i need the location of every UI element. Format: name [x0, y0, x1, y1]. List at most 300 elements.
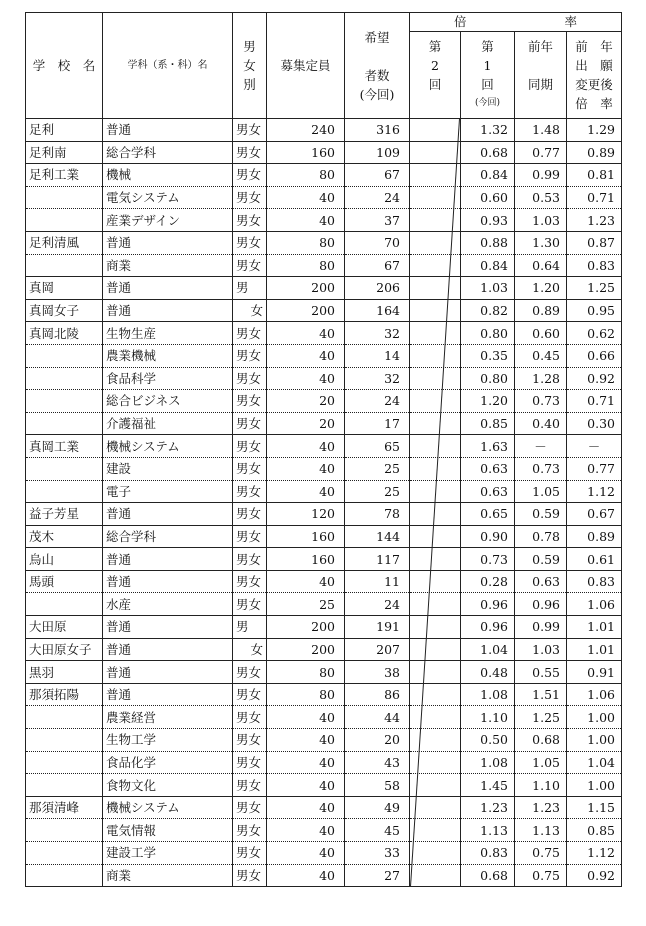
table-row	[26, 457, 622, 480]
prev-after-rate-cell: 0.87	[567, 231, 622, 254]
table-row	[26, 299, 622, 322]
gender-cell: 男女	[233, 683, 267, 706]
subject-cell: 総合学科	[103, 525, 233, 548]
prev-year-rate-cell: 0.64	[515, 254, 567, 277]
round1-rate-cell: 0.50	[461, 729, 515, 752]
capacity-cell: 80	[267, 164, 345, 187]
subject-cell: 普通	[103, 638, 233, 661]
round1-rate-cell: 0.84	[461, 164, 515, 187]
school-name-cell: 真岡女子	[26, 299, 103, 322]
round1-rate-cell: 0.80	[461, 367, 515, 390]
capacity-cell: 40	[267, 344, 345, 367]
subject-cell: 普通	[103, 277, 233, 300]
round1-rate-cell: 0.93	[461, 209, 515, 232]
table-row	[26, 751, 622, 774]
round2-rate-cell	[410, 299, 461, 322]
applicants-cell: 86	[345, 683, 410, 706]
school-name-cell	[26, 729, 103, 752]
round1-rate-cell: 1.04	[461, 638, 515, 661]
prev-after-rate-cell: 0.92	[567, 367, 622, 390]
prev-after-rate-cell: 0.83	[567, 254, 622, 277]
round1-rate-cell: 0.90	[461, 525, 515, 548]
school-name-cell	[26, 480, 103, 503]
gender-cell: 男女	[233, 231, 267, 254]
round2-rate-cell	[410, 842, 461, 865]
round2-rate-cell	[410, 344, 461, 367]
school-name-cell	[26, 864, 103, 887]
subject-cell: 総合学科	[103, 141, 233, 164]
gender-cell: 男女	[233, 570, 267, 593]
prev-after-rate-cell: 1.12	[567, 842, 622, 865]
applicants-cell: 45	[345, 819, 410, 842]
table-row	[26, 322, 622, 345]
subject-cell: 電子	[103, 480, 233, 503]
round2-rate-cell	[410, 209, 461, 232]
round1-rate-cell: 0.68	[461, 141, 515, 164]
table-row	[26, 525, 622, 548]
round2-rate-cell	[410, 548, 461, 571]
round1-rate-cell: 1.08	[461, 751, 515, 774]
subject-cell: 商業	[103, 254, 233, 277]
round2-rate-cell	[410, 525, 461, 548]
header-round1: 第 1 回 (今回)	[461, 32, 515, 119]
prev-after-rate-cell: 0.66	[567, 344, 622, 367]
table-row	[26, 254, 622, 277]
gender-cell: 男女	[233, 457, 267, 480]
applicants-cell: 17	[345, 412, 410, 435]
round2-rate-cell	[410, 480, 461, 503]
prev-year-rate-cell: 1.05	[515, 751, 567, 774]
capacity-cell: 80	[267, 231, 345, 254]
table-row	[26, 570, 622, 593]
table-row	[26, 683, 622, 706]
subject-cell: 食品化学	[103, 751, 233, 774]
applicants-cell: 44	[345, 706, 410, 729]
school-name-cell: 真岡	[26, 277, 103, 300]
round2-rate-cell	[410, 277, 461, 300]
gender-cell: 男	[233, 277, 267, 300]
gender-cell: 男女	[233, 412, 267, 435]
table-row	[26, 661, 622, 684]
gender-cell: 男女	[233, 796, 267, 819]
capacity-cell: 40	[267, 186, 345, 209]
round2-rate-cell	[410, 864, 461, 887]
prev-after-rate-cell: 0.62	[567, 322, 622, 345]
applicants-cell: 78	[345, 503, 410, 526]
round1-rate-cell: 1.63	[461, 435, 515, 458]
school-name-cell: 益子芳星	[26, 503, 103, 526]
gender-cell: 男	[233, 616, 267, 639]
school-name-cell	[26, 344, 103, 367]
applicants-cell: 70	[345, 231, 410, 254]
applicants-cell: 14	[345, 344, 410, 367]
subject-cell: 普通	[103, 616, 233, 639]
round1-rate-cell: 0.73	[461, 548, 515, 571]
header-prev-year: 前年 同期	[515, 32, 567, 119]
applicants-cell: 38	[345, 661, 410, 684]
prev-after-rate-cell: －	[567, 435, 622, 458]
gender-cell: 男女	[233, 503, 267, 526]
school-name-cell: 馬頭	[26, 570, 103, 593]
table-row	[26, 796, 622, 819]
capacity-cell: 240	[267, 119, 345, 142]
prev-after-rate-cell: 1.06	[567, 593, 622, 616]
header-rate-group: 倍 率	[410, 13, 622, 32]
applicants-cell: 24	[345, 593, 410, 616]
prev-after-rate-cell: 1.15	[567, 796, 622, 819]
subject-cell: 水産	[103, 593, 233, 616]
capacity-cell: 20	[267, 412, 345, 435]
round2-rate-cell	[410, 435, 461, 458]
subject-cell: 普通	[103, 231, 233, 254]
school-name-cell	[26, 819, 103, 842]
round1-rate-cell: 0.88	[461, 231, 515, 254]
round2-rate-cell	[410, 774, 461, 797]
gender-cell: 男女	[233, 254, 267, 277]
applicants-cell: 109	[345, 141, 410, 164]
applicants-cell: 191	[345, 616, 410, 639]
round1-rate-cell: 0.68	[461, 864, 515, 887]
prev-year-rate-cell: 0.63	[515, 570, 567, 593]
round2-rate-cell	[410, 616, 461, 639]
round1-rate-cell: 1.20	[461, 390, 515, 413]
table-row	[26, 186, 622, 209]
school-name-cell: 足利清風	[26, 231, 103, 254]
prev-year-rate-cell: 0.73	[515, 390, 567, 413]
school-name-cell	[26, 706, 103, 729]
applicants-cell: 20	[345, 729, 410, 752]
prev-year-rate-cell: 1.30	[515, 231, 567, 254]
school-name-cell	[26, 412, 103, 435]
gender-cell: 女	[233, 638, 267, 661]
prev-year-rate-cell: 0.99	[515, 164, 567, 187]
subject-cell: 普通	[103, 661, 233, 684]
round2-rate-cell	[410, 570, 461, 593]
prev-year-rate-cell: 0.78	[515, 525, 567, 548]
table-row	[26, 503, 622, 526]
capacity-cell: 40	[267, 480, 345, 503]
round1-rate-cell: 1.03	[461, 277, 515, 300]
gender-cell: 男女	[233, 480, 267, 503]
prev-year-rate-cell: 0.99	[515, 616, 567, 639]
table-row	[26, 616, 622, 639]
prev-year-rate-cell: 0.75	[515, 842, 567, 865]
prev-after-rate-cell: 1.25	[567, 277, 622, 300]
admission-rate-table	[25, 12, 622, 887]
round1-rate-cell: 1.45	[461, 774, 515, 797]
header-round2: 第 2 回	[410, 32, 461, 119]
prev-year-rate-cell: 0.89	[515, 299, 567, 322]
capacity-cell: 120	[267, 503, 345, 526]
prev-after-rate-cell: 0.71	[567, 186, 622, 209]
capacity-cell: 40	[267, 751, 345, 774]
prev-after-rate-cell: 0.61	[567, 548, 622, 571]
capacity-cell: 40	[267, 209, 345, 232]
school-name-cell: 足利工業	[26, 164, 103, 187]
applicants-cell: 43	[345, 751, 410, 774]
prev-after-rate-cell: 1.00	[567, 774, 622, 797]
prev-year-rate-cell: 0.55	[515, 661, 567, 684]
capacity-cell: 40	[267, 706, 345, 729]
table-row	[26, 277, 622, 300]
subject-cell: 普通	[103, 683, 233, 706]
table-body	[26, 119, 622, 887]
gender-cell: 男女	[233, 842, 267, 865]
capacity-cell: 200	[267, 277, 345, 300]
prev-year-rate-cell: 0.45	[515, 344, 567, 367]
school-name-cell	[26, 390, 103, 413]
header-subject-name: 学科（系・科）名	[103, 13, 233, 119]
school-name-cell: 大田原女子	[26, 638, 103, 661]
subject-cell: 食物文化	[103, 774, 233, 797]
round1-rate-cell: 1.10	[461, 706, 515, 729]
prev-year-rate-cell: 0.40	[515, 412, 567, 435]
table-row	[26, 706, 622, 729]
round1-rate-cell: 0.48	[461, 661, 515, 684]
table-row	[26, 593, 622, 616]
prev-year-rate-cell: 1.25	[515, 706, 567, 729]
prev-year-rate-cell: 1.28	[515, 367, 567, 390]
applicants-cell: 206	[345, 277, 410, 300]
capacity-cell: 40	[267, 774, 345, 797]
prev-after-rate-cell: 1.23	[567, 209, 622, 232]
applicants-cell: 316	[345, 119, 410, 142]
school-name-cell	[26, 751, 103, 774]
gender-cell: 男女	[233, 819, 267, 842]
applicants-cell: 49	[345, 796, 410, 819]
subject-cell: 機械	[103, 164, 233, 187]
round1-rate-cell: 0.65	[461, 503, 515, 526]
subject-cell: 機械システム	[103, 435, 233, 458]
subject-cell: 普通	[103, 119, 233, 142]
round1-rate-cell: 0.84	[461, 254, 515, 277]
gender-cell: 男女	[233, 751, 267, 774]
gender-cell: 男女	[233, 164, 267, 187]
capacity-cell: 200	[267, 299, 345, 322]
prev-after-rate-cell: 1.00	[567, 706, 622, 729]
subject-cell: 食品科学	[103, 367, 233, 390]
school-name-cell	[26, 367, 103, 390]
capacity-cell: 40	[267, 864, 345, 887]
table-header	[26, 13, 622, 119]
capacity-cell: 20	[267, 390, 345, 413]
round2-rate-cell	[410, 231, 461, 254]
round1-rate-cell: 0.63	[461, 457, 515, 480]
school-name-cell	[26, 842, 103, 865]
capacity-cell: 40	[267, 729, 345, 752]
round1-rate-cell: 1.32	[461, 119, 515, 142]
table-row	[26, 390, 622, 413]
school-name-cell	[26, 457, 103, 480]
gender-cell: 男女	[233, 209, 267, 232]
gender-cell: 男女	[233, 661, 267, 684]
round2-rate-cell	[410, 819, 461, 842]
prev-after-rate-cell: 1.01	[567, 638, 622, 661]
school-name-cell: 烏山	[26, 548, 103, 571]
table-row	[26, 119, 622, 142]
round2-rate-cell	[410, 796, 461, 819]
capacity-cell: 80	[267, 683, 345, 706]
table-row	[26, 141, 622, 164]
prev-year-rate-cell: 1.48	[515, 119, 567, 142]
applicants-cell: 164	[345, 299, 410, 322]
header-capacity: 募集定員	[267, 13, 345, 119]
round2-rate-cell	[410, 729, 461, 752]
prev-after-rate-cell: 1.06	[567, 683, 622, 706]
header-school-name: 学 校 名	[26, 13, 103, 119]
capacity-cell: 40	[267, 457, 345, 480]
table-row	[26, 480, 622, 503]
capacity-cell: 80	[267, 254, 345, 277]
applicants-cell: 11	[345, 570, 410, 593]
round1-rate-cell: 0.96	[461, 593, 515, 616]
subject-cell: 普通	[103, 503, 233, 526]
round1-rate-cell: 0.60	[461, 186, 515, 209]
school-name-cell	[26, 209, 103, 232]
round2-rate-cell	[410, 683, 461, 706]
prev-after-rate-cell: 0.89	[567, 141, 622, 164]
prev-after-rate-cell: 0.67	[567, 503, 622, 526]
table-row	[26, 367, 622, 390]
subject-cell: 建設工学	[103, 842, 233, 865]
applicants-cell: 32	[345, 367, 410, 390]
applicants-cell: 24	[345, 186, 410, 209]
subject-cell: 普通	[103, 570, 233, 593]
prev-after-rate-cell: 0.95	[567, 299, 622, 322]
prev-year-rate-cell: 1.10	[515, 774, 567, 797]
round2-rate-cell	[410, 593, 461, 616]
prev-after-rate-cell: 0.83	[567, 570, 622, 593]
capacity-cell: 40	[267, 570, 345, 593]
applicants-cell: 27	[345, 864, 410, 887]
applicants-cell: 32	[345, 322, 410, 345]
round2-rate-cell	[410, 322, 461, 345]
subject-cell: 産業デザイン	[103, 209, 233, 232]
prev-year-rate-cell: －	[515, 435, 567, 458]
gender-cell: 男女	[233, 435, 267, 458]
school-name-cell	[26, 186, 103, 209]
capacity-cell: 160	[267, 525, 345, 548]
applicants-cell: 58	[345, 774, 410, 797]
applicants-cell: 117	[345, 548, 410, 571]
subject-cell: 商業	[103, 864, 233, 887]
applicants-cell: 207	[345, 638, 410, 661]
prev-after-rate-cell: 0.77	[567, 457, 622, 480]
applicants-cell: 37	[345, 209, 410, 232]
round2-rate-cell	[410, 457, 461, 480]
prev-year-rate-cell: 0.73	[515, 457, 567, 480]
capacity-cell: 40	[267, 435, 345, 458]
capacity-cell: 40	[267, 796, 345, 819]
applicants-cell: 67	[345, 254, 410, 277]
gender-cell: 男女	[233, 367, 267, 390]
prev-year-rate-cell: 1.13	[515, 819, 567, 842]
school-name-cell: 黒羽	[26, 661, 103, 684]
header-gender: 男 女 別	[233, 13, 267, 119]
prev-year-rate-cell: 1.03	[515, 209, 567, 232]
subject-cell: 農業経営	[103, 706, 233, 729]
school-name-cell: 真岡北陵	[26, 322, 103, 345]
gender-cell: 男女	[233, 729, 267, 752]
subject-cell: 建設	[103, 457, 233, 480]
prev-year-rate-cell: 0.96	[515, 593, 567, 616]
prev-after-rate-cell: 1.01	[567, 616, 622, 639]
prev-year-rate-cell: 0.60	[515, 322, 567, 345]
applicants-cell: 33	[345, 842, 410, 865]
prev-year-rate-cell: 0.53	[515, 186, 567, 209]
gender-cell: 女	[233, 299, 267, 322]
school-name-cell: 足利	[26, 119, 103, 142]
subject-cell: 生物生産	[103, 322, 233, 345]
prev-year-rate-cell: 0.59	[515, 548, 567, 571]
school-name-cell	[26, 254, 103, 277]
table-row	[26, 842, 622, 865]
school-name-cell: 茂木	[26, 525, 103, 548]
round1-rate-cell: 0.28	[461, 570, 515, 593]
applicants-cell: 25	[345, 457, 410, 480]
applicants-cell: 67	[345, 164, 410, 187]
school-name-cell: 大田原	[26, 616, 103, 639]
round1-rate-cell: 0.82	[461, 299, 515, 322]
prev-year-rate-cell: 0.77	[515, 141, 567, 164]
table-row	[26, 164, 622, 187]
round2-rate-cell	[410, 164, 461, 187]
round2-rate-cell	[410, 367, 461, 390]
gender-cell: 男女	[233, 774, 267, 797]
subject-cell: 総合ビジネス	[103, 390, 233, 413]
gender-cell: 男女	[233, 344, 267, 367]
round1-rate-cell: 1.13	[461, 819, 515, 842]
prev-after-rate-cell: 0.91	[567, 661, 622, 684]
school-name-cell: 那須拓陽	[26, 683, 103, 706]
round2-rate-cell	[410, 412, 461, 435]
round2-rate-cell	[410, 254, 461, 277]
gender-cell: 男女	[233, 141, 267, 164]
prev-year-rate-cell: 1.51	[515, 683, 567, 706]
capacity-cell: 160	[267, 548, 345, 571]
prev-year-rate-cell: 0.68	[515, 729, 567, 752]
school-name-cell: 那須清峰	[26, 796, 103, 819]
header-applicants: 希望 者数 (今回)	[345, 13, 410, 119]
school-name-cell	[26, 593, 103, 616]
prev-year-rate-cell: 0.59	[515, 503, 567, 526]
round2-rate-cell	[410, 141, 461, 164]
round1-rate-cell: 1.23	[461, 796, 515, 819]
applicants-cell: 24	[345, 390, 410, 413]
round2-rate-cell	[410, 661, 461, 684]
subject-cell: 農業機械	[103, 344, 233, 367]
capacity-cell: 200	[267, 616, 345, 639]
gender-cell: 男女	[233, 548, 267, 571]
gender-cell: 男女	[233, 706, 267, 729]
prev-after-rate-cell: 0.92	[567, 864, 622, 887]
subject-cell: 電気システム	[103, 186, 233, 209]
capacity-cell: 80	[267, 661, 345, 684]
prev-year-rate-cell: 0.75	[515, 864, 567, 887]
round1-rate-cell: 0.35	[461, 344, 515, 367]
table-row	[26, 548, 622, 571]
prev-after-rate-cell: 1.12	[567, 480, 622, 503]
table-row	[26, 412, 622, 435]
capacity-cell: 40	[267, 322, 345, 345]
table-row	[26, 209, 622, 232]
applicants-cell: 65	[345, 435, 410, 458]
round2-rate-cell	[410, 186, 461, 209]
capacity-cell: 25	[267, 593, 345, 616]
prev-year-rate-cell: 1.05	[515, 480, 567, 503]
capacity-cell: 40	[267, 819, 345, 842]
gender-cell: 男女	[233, 322, 267, 345]
